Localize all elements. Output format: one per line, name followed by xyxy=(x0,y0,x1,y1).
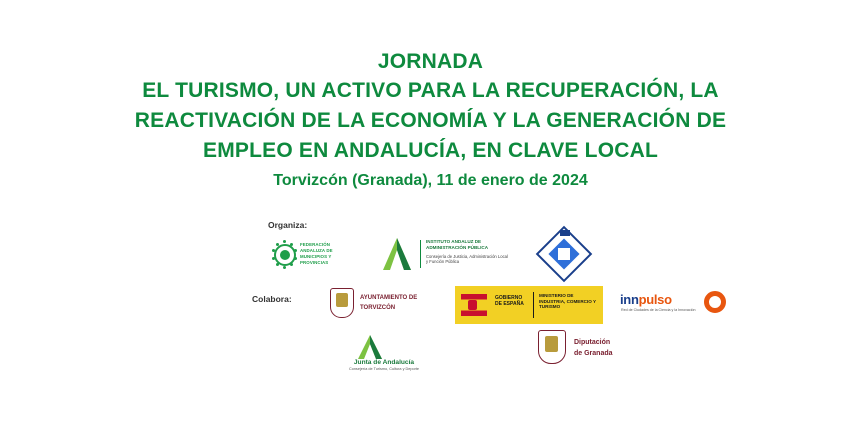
junta-title: Junta de Andalucía xyxy=(353,359,415,366)
title-line-4: EMPLEO EN ANDALUCÍA, EN CLAVE LOCAL xyxy=(202,139,658,162)
innpulso-word-b: pulso xyxy=(638,292,672,307)
event-date-location: Torvizcón (Granada), 11 de enero de 2024 xyxy=(273,172,588,189)
organiza-label: Organiza: xyxy=(268,220,308,230)
left-edge-margin xyxy=(0,0,3,428)
diputacion-line-2: de Granada xyxy=(574,350,613,357)
innpulso-subtitle: Red de Ciudades de la Ciencia y la Innovación xyxy=(621,308,696,312)
granada-shield-icon xyxy=(538,330,566,364)
spain-flag-icon xyxy=(461,292,491,318)
iaap-subtitle: Consejería de Justicia, Administración Local y Función Pública xyxy=(426,254,508,265)
innpulso-logo xyxy=(620,286,730,322)
title-block xyxy=(0,48,861,166)
famp-ring-icon xyxy=(274,244,296,266)
ayuntamiento-de-torvizcon-logo xyxy=(330,286,438,322)
famp-logo-text: FEDERACIÓN ANDALUZA DE MUNICIPIOS Y PROVINCIAS xyxy=(300,242,333,265)
torvizcon-shield-icon xyxy=(330,288,354,318)
junta-a-icon xyxy=(356,334,384,360)
iaap-title: INSTITUTO ANDALUZ DE ADMINISTRACIÓN PÚBLICA xyxy=(426,239,489,250)
innpulso-word-a: inn xyxy=(620,292,639,307)
innpulso-ring-icon xyxy=(704,291,726,313)
gobierno-de-espana-logo xyxy=(455,286,603,324)
logos-area xyxy=(0,208,861,398)
famp-logo xyxy=(272,236,344,276)
ayuntamiento-line-2: TORVIZCÓN xyxy=(360,305,396,311)
ayuntamiento-line-1: AYUNTAMIENTO DE xyxy=(360,295,418,301)
innpulso-wordmark xyxy=(620,292,672,307)
diamond-emblem-logo xyxy=(540,230,590,280)
junta-de-andalucia-logo xyxy=(330,334,438,374)
instituto-andaluz-administracion-publica-logo xyxy=(380,234,510,278)
gobierno-text: GOBIERNO DE ESPAÑA xyxy=(495,295,524,307)
diputacion-line-1: Diputación xyxy=(574,339,611,346)
diamond-cap-icon xyxy=(560,230,570,236)
iaap-divider xyxy=(420,240,421,268)
spain-crest-icon xyxy=(468,300,477,310)
gobierno-divider xyxy=(533,292,534,318)
title-line-1: JORNADA xyxy=(377,50,484,73)
diputacion-de-granada-logo xyxy=(530,330,640,376)
andalucia-a-icon xyxy=(380,236,414,272)
title-line-3: REACTIVACIÓN DE LA ECONOMÍA Y LA GENERACIÓN DE xyxy=(134,109,727,132)
ministerio-text: MINISTERIO DE INDUSTRIA, COMERCIO Y TURISMO xyxy=(539,293,597,310)
colabora-label: Colabora: xyxy=(252,294,292,304)
junta-subtitle: Consejería de Turismo, Cultura y Deporte xyxy=(348,367,420,371)
title-line-2: EL TURISMO, UN ACTIVO PARA LA RECUPERACIÓN, LA xyxy=(142,79,719,102)
